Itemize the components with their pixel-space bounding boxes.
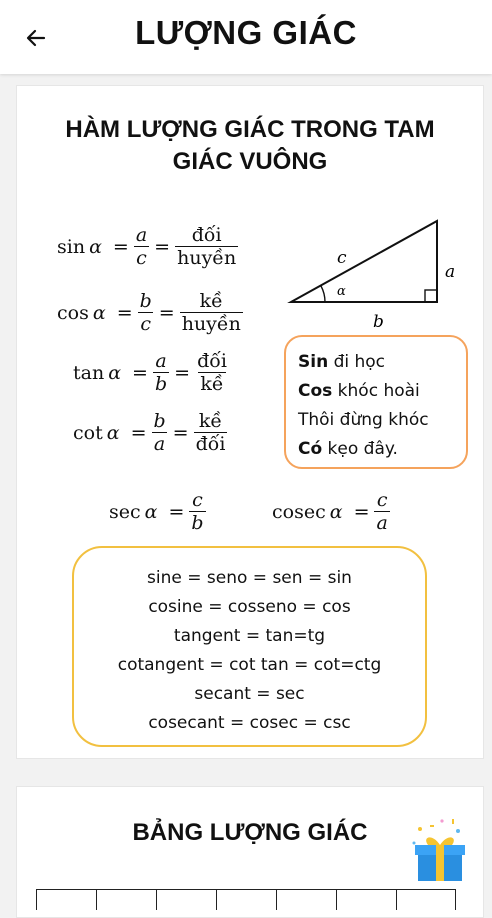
fraction-words <box>194 410 228 455</box>
synonyms-box <box>72 546 427 747</box>
fraction-words <box>180 290 243 335</box>
gift-icon <box>408 815 470 887</box>
side-c-label: c <box>337 248 347 268</box>
function-name: tan <box>73 361 105 384</box>
fraction-letters <box>138 290 154 335</box>
function-name: cosec <box>272 500 326 523</box>
denominator: b <box>191 512 204 534</box>
denominator: đối <box>195 433 226 455</box>
mnemonic-line <box>298 377 466 406</box>
formula-cos: cos α = $\frac{b}{c}$ = $\frac{\text{kề}}{\text{huyền}}$ <box>57 290 241 335</box>
mnemonic-text: Thôi đừng khóc <box>298 410 429 430</box>
numerator: c <box>192 489 203 511</box>
fraction-words <box>175 224 238 269</box>
fraction-words <box>195 350 229 395</box>
denominator: b <box>154 373 168 395</box>
synonym-line: secant = sec <box>194 684 305 704</box>
triangle-shape <box>291 221 437 302</box>
numerator: b <box>139 290 152 312</box>
side-a-label: a <box>445 262 456 282</box>
function-name: cot <box>73 421 103 444</box>
section-title-line-2: GIÁC VUÔNG <box>172 148 328 175</box>
gift-button[interactable] <box>408 815 470 887</box>
denominator: huyền <box>177 247 237 269</box>
synonym-line: cotangent = cot tan = cot=ctg <box>117 655 382 675</box>
fraction-letters <box>189 489 205 534</box>
formula-cot: cot α = $\frac{b}{a}$ = $\frac{\text{kề}}{\text{đối}}$ <box>73 410 226 455</box>
right-triangle-card <box>16 85 484 759</box>
angle-symbol: α <box>329 500 343 523</box>
app-bar <box>0 0 492 74</box>
mnemonic-text: kẹo đây. <box>322 439 398 459</box>
fraction-letters <box>153 350 169 395</box>
mnemonic-bold: Sin <box>298 352 329 372</box>
side-b-label: b <box>373 312 384 331</box>
fraction-letters <box>374 489 389 534</box>
numerator: b <box>153 410 166 432</box>
numerator: đối <box>197 350 227 372</box>
numerator: kề <box>199 290 223 312</box>
formula-tan: tan α = $\frac{a}{b}$ = $\frac{\text{đối}}{\text{kề}}$ <box>73 350 227 395</box>
section-title: BẢNG LƯỢNG GIÁC <box>132 819 368 846</box>
function-name: sin <box>57 235 86 258</box>
section-title <box>17 114 483 178</box>
numerator: c <box>376 489 388 511</box>
synonym-line: sine = seno = sen = sin <box>147 568 352 588</box>
synonym-line: cosecant = cosec = csc <box>148 713 351 733</box>
angle-symbol: α <box>144 500 158 523</box>
formula-sin: sin α = $\frac{a}{c}$ = $\frac{\text{đối}}{\text{huyền}}$ <box>57 224 237 269</box>
fraction-letters <box>151 410 167 455</box>
angle-symbol: α <box>92 301 106 324</box>
denominator: a <box>376 512 388 534</box>
denominator: a <box>153 433 166 455</box>
mnemonic-box <box>284 335 468 469</box>
angle-symbol: α <box>106 421 120 444</box>
fraction-letters <box>134 224 149 269</box>
formula-sec: sec α = $\frac{c}{b}$ <box>109 489 204 534</box>
mnemonic-line <box>298 406 466 435</box>
right-triangle-diagram <box>277 211 477 331</box>
mnemonic-bold: Có <box>298 439 323 459</box>
function-name: cos <box>57 301 89 324</box>
angle-label: α <box>337 284 346 299</box>
denominator: c <box>140 313 152 335</box>
numerator: a <box>135 224 148 246</box>
angle-arc <box>321 286 325 302</box>
mnemonic-line <box>298 348 466 377</box>
mnemonic-bold: Cos <box>298 381 333 401</box>
right-angle-mark <box>425 290 437 302</box>
denominator: huyền <box>181 313 241 335</box>
denominator: c <box>136 247 147 269</box>
mnemonic-line <box>298 435 466 464</box>
mnemonic-text: khóc hoài <box>332 381 420 401</box>
numerator: đối <box>191 224 222 246</box>
synonym-line: tangent = tan=tg <box>173 626 326 646</box>
function-name: sec <box>109 500 141 523</box>
synonym-line: cosine = cosseno = cos <box>148 597 351 617</box>
numerator: kề <box>198 410 223 432</box>
section-title-line-1: HÀM LƯỢNG GIÁC TRONG TAM <box>65 116 435 143</box>
formula-cosec: cosec α = $\frac{c}{a}$ <box>272 489 388 534</box>
page-title: LƯỢNG GIÁC <box>135 14 357 51</box>
angle-symbol: α <box>89 235 102 258</box>
denominator: kề <box>200 373 224 395</box>
angle-symbol: α <box>108 361 122 384</box>
numerator: a <box>155 350 167 372</box>
mnemonic-text: đi học <box>328 352 386 372</box>
